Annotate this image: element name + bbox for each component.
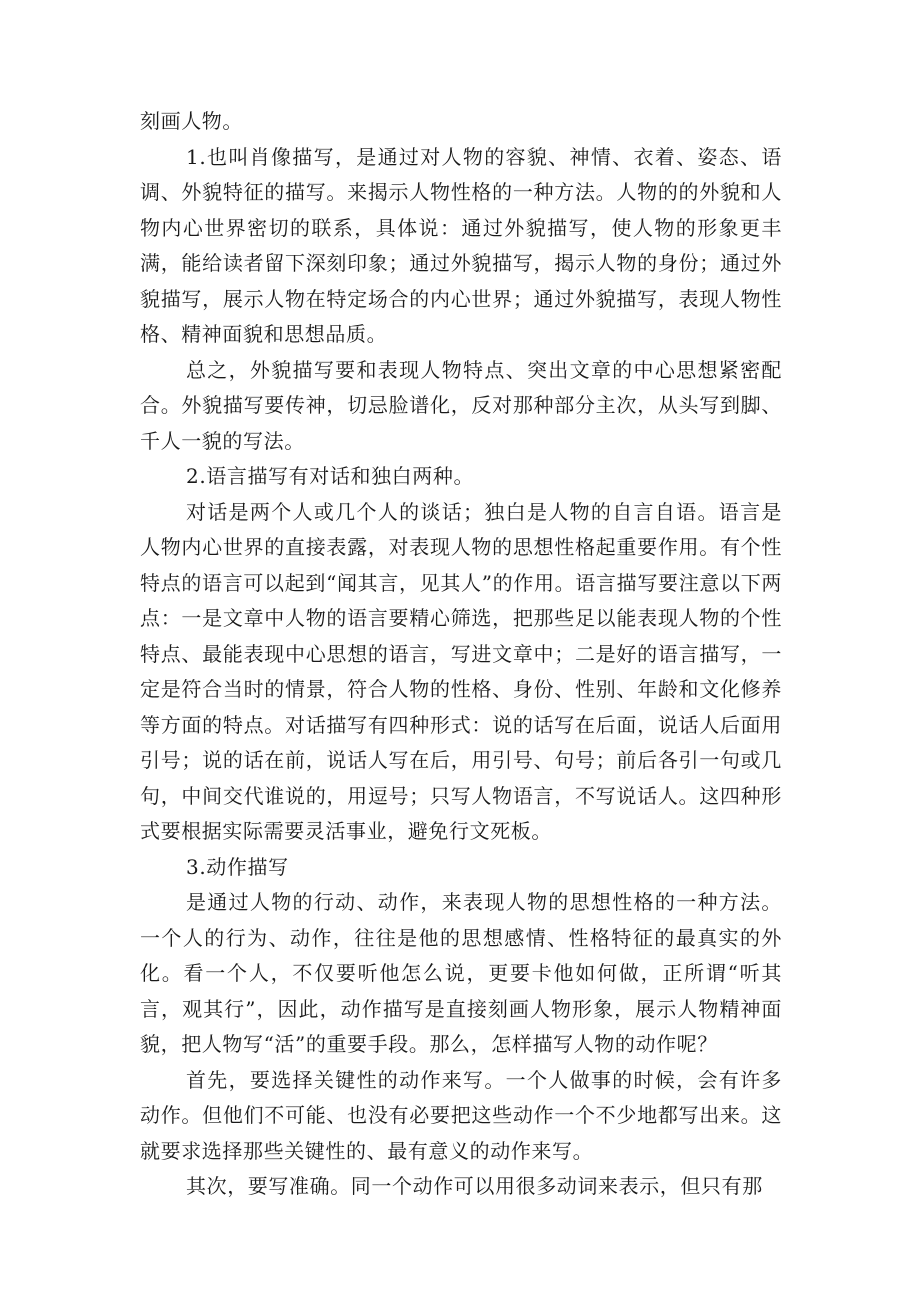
paragraph-language-heading: 2.语言描写有对话和独白两种。 bbox=[186, 464, 475, 488]
paragraph-appearance: 1.也叫肖像描写，是通过对人物的容貌、神情、衣着、姿态、语调、外貌特征的描写。来揭示人物性格的一种方法。人物的的外貌和人物内心世界密切的联系，具体说：通过外貌描写，使人物的形象更丰满，能给读者留下深刻印象；通过外貌描写，揭示人物的身份；通过外貌描写，展示人物在特定场合的内心世界；通过外貌描写，表现人物性格、精神面貌和思想品质。 bbox=[140, 144, 782, 346]
paragraph-action: 是通过人物的行动、动作，来表现人物的思想性格的一种方法。一个人的行为、动作，往往是他的思想感情、性格特征的最真实的外化。看一个人，不仅要听他怎么说，更要卡他如何做，正所谓“听其言，观其行”，因此，动作描写是直接刻画人物形象，展示人物精神面貌，把人物写“活”的重要手段。那么，怎样描写人物的动作呢？ bbox=[140, 890, 782, 1056]
paragraph-dialogue: 对话是两个人或几个人的谈话；独白是人物的自言自语。语言是人物内心世界的直接表露，对表现人物的思想性格起重要作用。有个性特点的语言可以起到“闻其言，见其人”的作用。语言描写要注意以下两点：一是文章中人物的语言要精心筛选，把那些足以能表现人物的个性特点、最能表现中心思想的语言，写进文章中；二是好的语言描写，一定是符合当时的情景，符合人物的性格、身份、性别、年龄和文化修养等方面的特点。对话描写有四种形式：说的话写在后面，说话人后面用引号；说的话在前，说话人写在后，用引号、句号；前后各引一句或几句，中间交代谁说的，用逗号；只写人物语言，不写说话人。这四种形式要根据实际需要灵活事业，避免行文死板。 bbox=[140, 499, 782, 843]
paragraph-summary: 总之，外貌描写要和表现人物特点、突出文章的中心思想紧密配合。外貌描写要传神，切忌脸谱化，反对那种部分主次，从头写到脚、千人一貌的写法。 bbox=[140, 357, 782, 453]
paragraph-first-point: 首先，要选择关键性的动作来写。一个人做事的时候，会有许多动作。但他们不可能、也没有必要把这些动作一个不少地都写出来。这就要求选择那些关键性的、最有意义的动作来写。 bbox=[140, 1067, 782, 1163]
paragraph-action-heading: 3.动作描写 bbox=[186, 854, 289, 879]
paragraph-second-point: 其次，要写准确。同一个动作可以用很多动词来表示，但只有那 bbox=[186, 1174, 763, 1198]
paragraph-intro: 刻画人物。 bbox=[140, 109, 243, 133]
